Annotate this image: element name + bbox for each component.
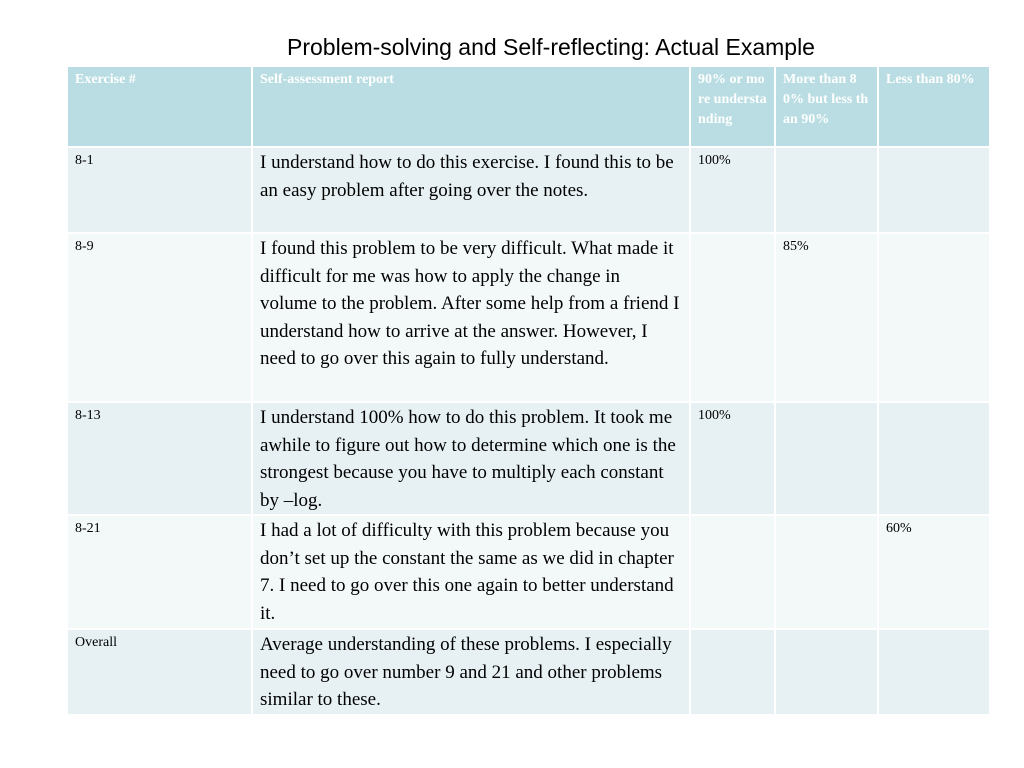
- exercise-cell: 8-9: [68, 233, 252, 402]
- table-row: [68, 402, 989, 515]
- header-90-or-more: 90% or more understanding: [690, 67, 775, 147]
- pct-below-80-cell: [878, 147, 989, 233]
- self-assessment-table-container: [68, 67, 989, 716]
- exercise-cell: 8-13: [68, 402, 252, 515]
- pct-80-90-cell: 85%: [775, 233, 878, 402]
- exercise-cell: Overall: [68, 629, 252, 715]
- report-cell: Average understanding of these problems. I especially need to go over number 9 and 21 and other problems similar to these.: [252, 629, 690, 715]
- slide-title: Problem-solving and Self-reflecting: Actual Example: [287, 34, 815, 60]
- pct-90-plus-cell: 100%: [690, 147, 775, 233]
- pct-90-plus-cell: [690, 515, 775, 629]
- table-row: [68, 233, 989, 402]
- pct-below-80-cell: [878, 233, 989, 402]
- exercise-cell: 8-1: [68, 147, 252, 233]
- self-assessment-table: [68, 67, 989, 716]
- pct-90-plus-cell: [690, 233, 775, 402]
- pct-80-90-cell: [775, 629, 878, 715]
- pct-80-90-cell: [775, 147, 878, 233]
- header-exercise-number: Exercise #: [68, 67, 252, 147]
- pct-below-80-cell: [878, 629, 989, 715]
- table-row: [68, 147, 989, 233]
- header-80-to-90: More than 80% but less than 90%: [775, 67, 878, 147]
- pct-below-80-cell: 60%: [878, 515, 989, 629]
- pct-80-90-cell: [775, 515, 878, 629]
- report-cell: I had a lot of difficulty with this problem because you don’t set up the constant the same as we did in chapter 7. I need to go over this one again to better understand it.: [252, 515, 690, 629]
- table-row: [68, 515, 989, 629]
- pct-90-plus-cell: [690, 629, 775, 715]
- pct-80-90-cell: [775, 402, 878, 515]
- exercise-cell: 8-21: [68, 515, 252, 629]
- pct-90-plus-cell: 100%: [690, 402, 775, 515]
- pct-below-80-cell: [878, 402, 989, 515]
- report-cell: I understand how to do this exercise. I found this to be an easy problem after going over the notes.: [252, 147, 690, 233]
- header-self-assessment-report: Self-assessment report: [252, 67, 690, 147]
- table-row: [68, 629, 989, 715]
- header-less-than-80: Less than 80%: [878, 67, 989, 147]
- report-cell: I found this problem to be very difficult. What made it difficult for me was how to apply the change in volume to the problem. After some help from a friend I understand how to arrive at the answer. However, I need to go over this again to fully understand.: [252, 233, 690, 402]
- table-header-row: [68, 67, 989, 147]
- report-cell: I understand 100% how to do this problem. It took me awhile to figure out how to determine which one is the strongest because you have to multiply each constant by –log.: [252, 402, 690, 515]
